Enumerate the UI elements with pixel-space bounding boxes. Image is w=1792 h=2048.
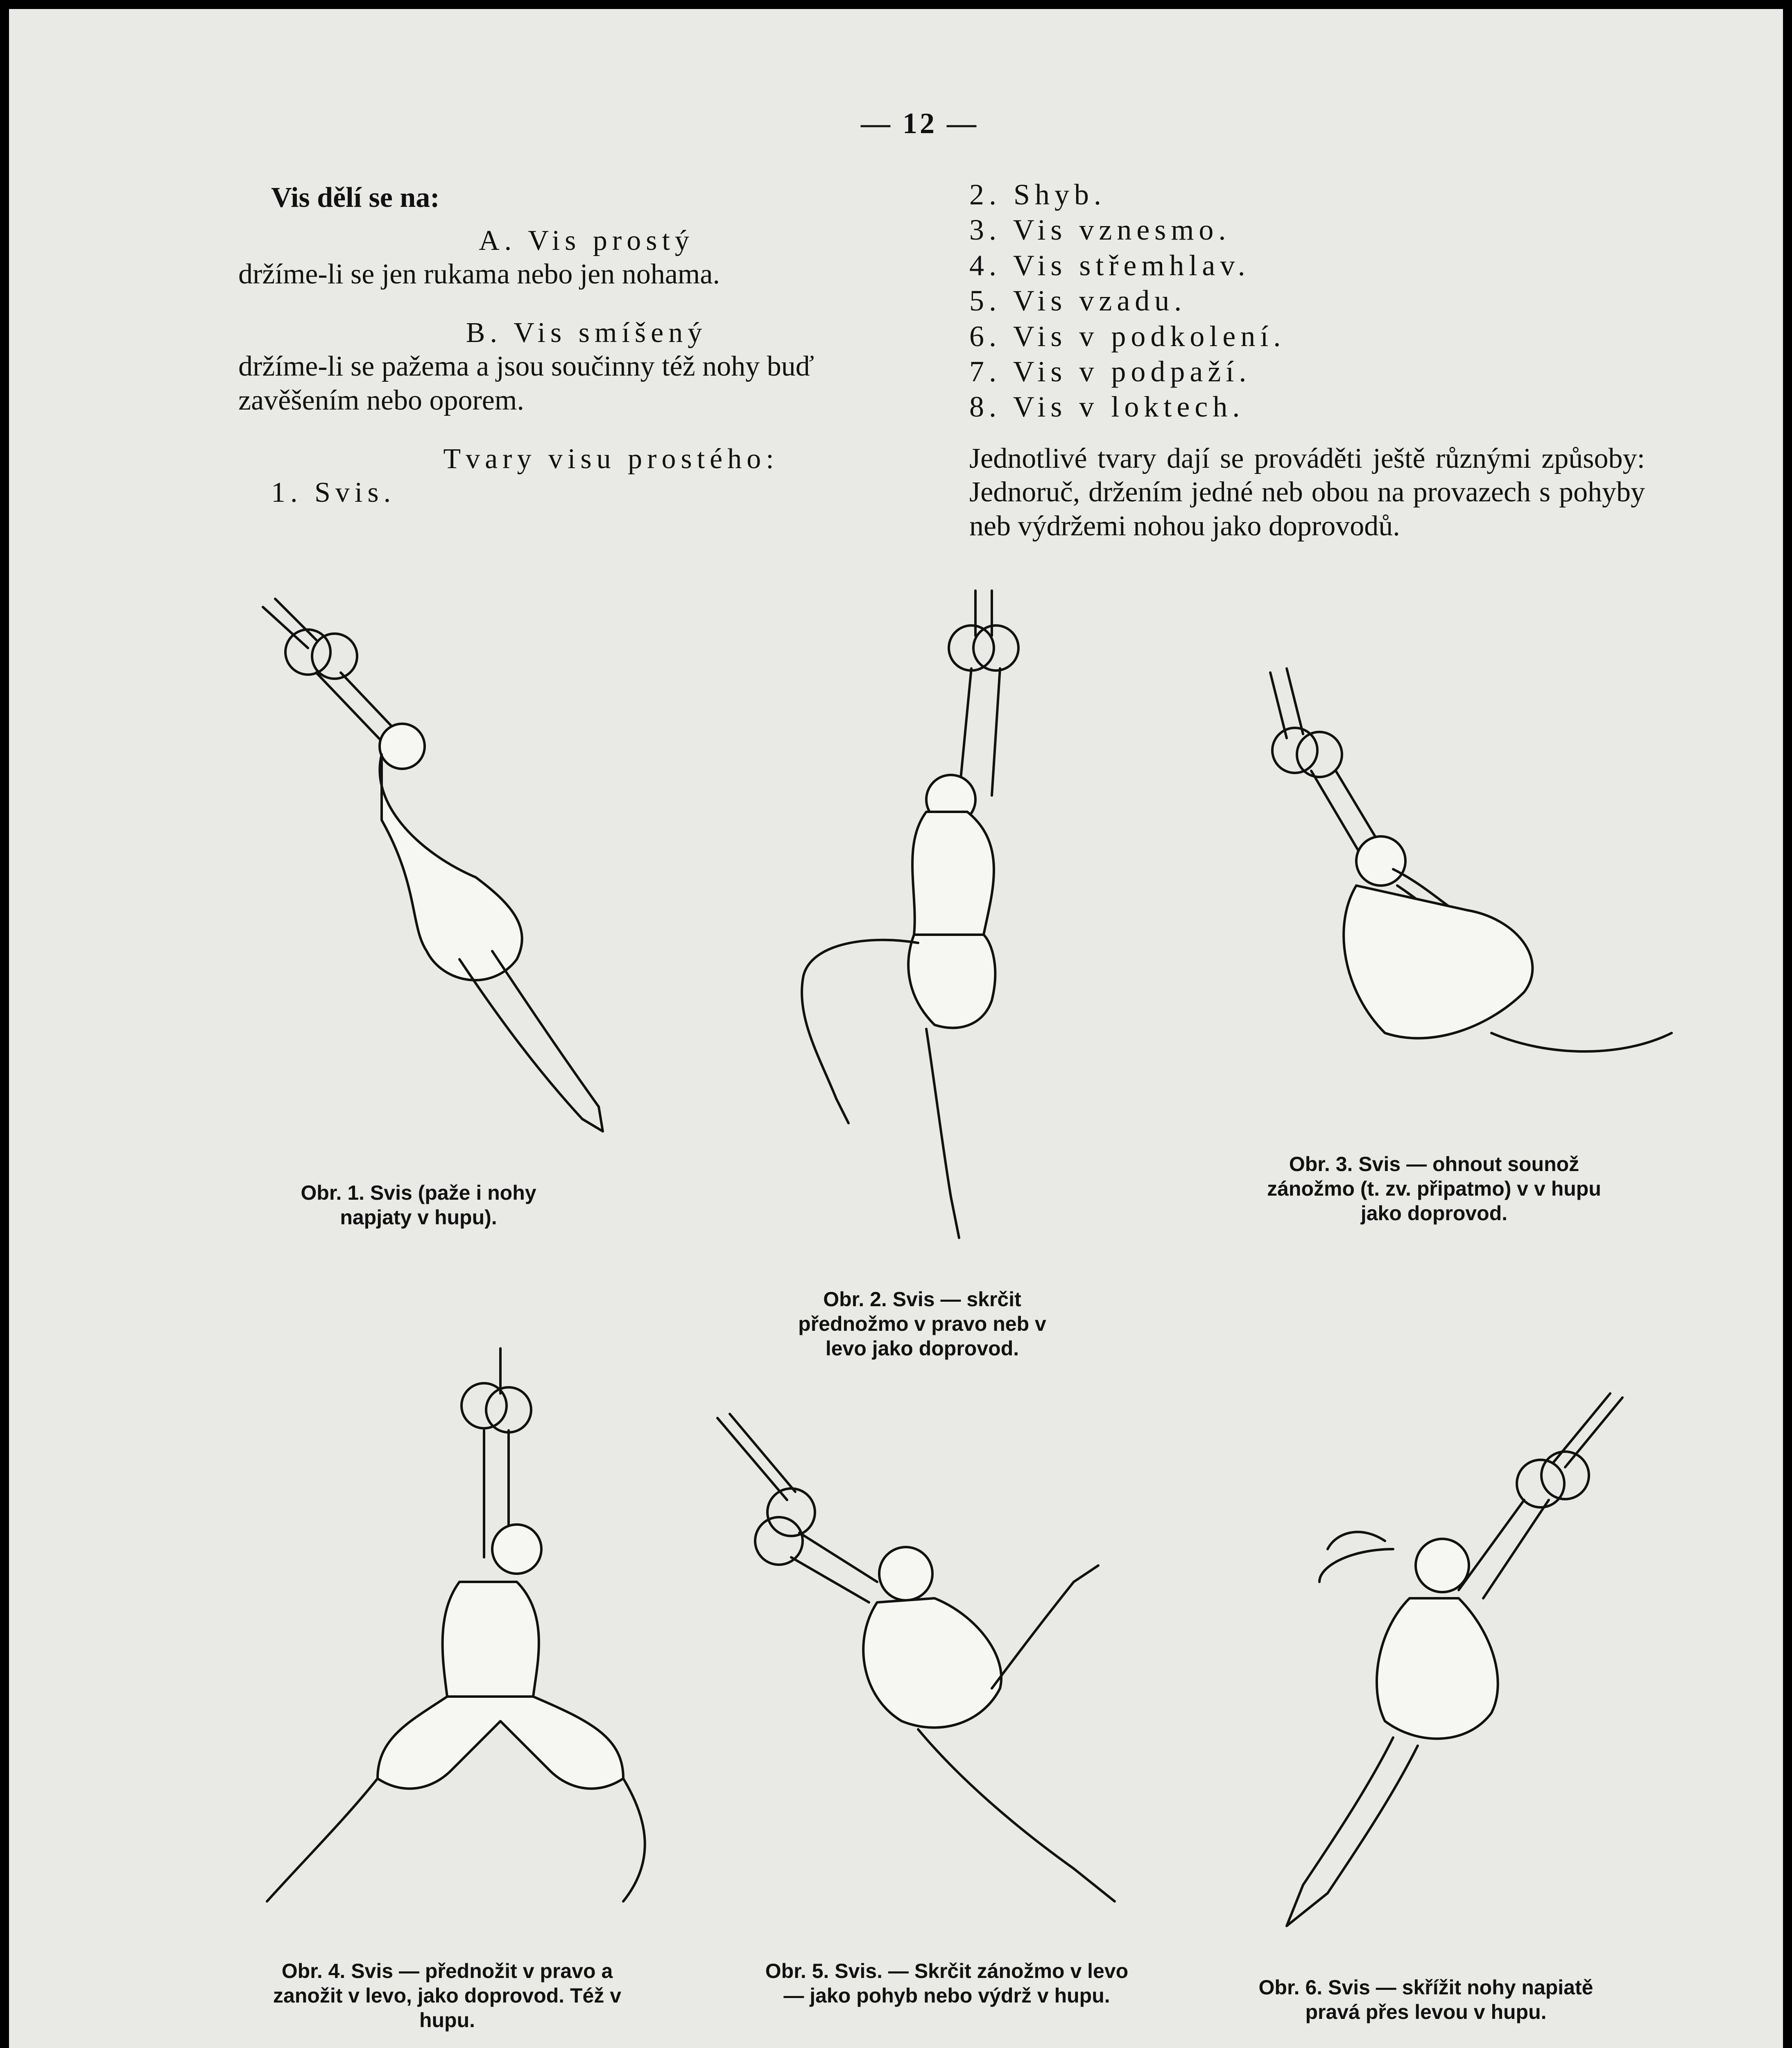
gymnast-on-rings-icon [247, 591, 640, 1164]
list-item: 8. Vis v loktech. [969, 390, 1245, 424]
gymnast-on-rings-icon [705, 1410, 1197, 1942]
figure-2-caption: Obr. 2. Svis — skrčit přednožmo v pravo neb v levo jako doprovod. [798, 1288, 1046, 1360]
section-b-text: držíme-li se pažema a jsou součinny též nohy buď zavěšením nebo oporem. [238, 351, 814, 416]
list-item: 2. Shyb. [969, 178, 1106, 211]
section-a-text: držíme-li se jen rukama nebo jen nohama. [238, 258, 720, 290]
forms-list [969, 177, 1645, 425]
item-1: 1. Svis. [271, 477, 396, 509]
figure-5-caption: Obr. 5. Svis. — Skrčit zánožmo v levo — jako pohyb nebo výdrž v hupu. [765, 1960, 1129, 2007]
figure-1-illustration [247, 591, 640, 1164]
figure-3-illustration [1262, 664, 1688, 1115]
section-b-title: B. Vis smíšený [466, 317, 707, 349]
list-item: 5. Vis vzadu. [969, 284, 1187, 317]
figure-4-caption: Obr. 4. Svis — přednožit v pravo a zanožit v levo, jako doprovod. Též v hupu. [273, 1960, 622, 2032]
list-item: 4. Vis střemhlav. [969, 249, 1250, 282]
right-column [969, 177, 1645, 544]
gymnast-on-rings-icon [255, 1344, 664, 1951]
intro-text: Vis dělí se na: [271, 182, 440, 213]
list-item: 6. Vis v podkolení. [969, 319, 1286, 353]
figure-2-illustration [779, 582, 1090, 1258]
section-a-title: A. Vis prostý [479, 224, 694, 256]
left-column [238, 181, 934, 510]
figure-5-illustration [705, 1410, 1197, 1942]
figure-6-illustration [1229, 1393, 1639, 1975]
list-item: 3. Vis vznesmo. [969, 213, 1231, 247]
page [9, 9, 1783, 2048]
gymnast-on-rings-icon [1229, 1393, 1639, 1975]
figure-3-caption: Obr. 3. Svis — ohnout sounož zánožmo (t. zv. připatmo) v v hupu jako doprovod. [1267, 1153, 1601, 1225]
page-number: — 12 — [861, 107, 979, 140]
figure-6-caption: Obr. 6. Svis — skřížit nohy napiatě pravá přes levou v hupu. [1258, 1976, 1593, 2023]
figure-4-illustration [255, 1344, 664, 1951]
methods-paragraph: Jednotlivé tvary dají se prováděti ještě různými způsoby: Jednoruč, držením jedné neb obou na provazech s pohyby neb výdržemi nohou jako doprovodů. [969, 442, 1645, 542]
gymnast-on-rings-icon [779, 582, 1090, 1258]
list-item: 7. Vis v podpaží. [969, 355, 1251, 388]
forms-heading: Tvary visu prostého: [443, 443, 779, 475]
gymnast-on-rings-icon [1262, 664, 1688, 1115]
figure-1-caption: Obr. 1. Svis (paže i nohy napjaty v hupu). [301, 1181, 536, 1229]
